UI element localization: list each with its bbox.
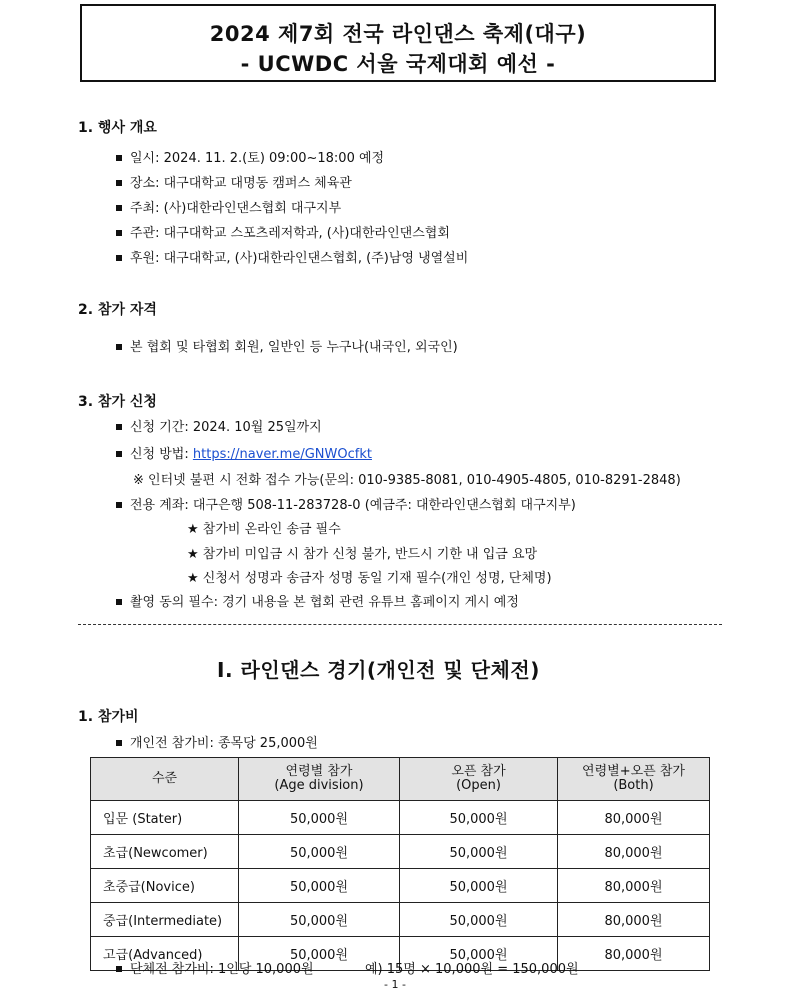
bullet-icon	[116, 740, 122, 746]
bullet-icon	[116, 424, 122, 430]
list-item: 단체전 참가비: 1인당 10,000원	[116, 958, 314, 977]
section-heading-application: 3. 참가 신청	[78, 394, 157, 410]
column-header-level: 수준	[91, 758, 239, 801]
cell-both: 80,000원	[558, 835, 710, 869]
application-link[interactable]: https://naver.me/GNWOcfkt	[192, 447, 372, 462]
list-item: 촬영 동의 필수: 경기 내용을 본 협회 관련 유튜브 홈페이지 게시 예정	[116, 591, 519, 610]
list-item: 주최: (사)대한라인댄스협회 대구지부	[116, 197, 341, 216]
cell-age: 50,000원	[239, 937, 400, 971]
cell-level: 중급(Intermediate)	[91, 903, 239, 937]
cell-level: 고급(Advanced)	[91, 937, 239, 971]
cell-open: 50,000원	[400, 903, 558, 937]
table-header-row	[91, 758, 710, 801]
list-item: 신청 방법: https://naver.me/GNWOcfkt	[116, 443, 372, 462]
star-note: ★ 참가비 온라인 송금 필수	[187, 522, 341, 537]
cell-age: 50,000원	[239, 801, 400, 835]
table-row	[91, 835, 710, 869]
cell-both: 80,000원	[558, 801, 710, 835]
cell-open: 50,000원	[400, 937, 558, 971]
cell-level: 입문 (Stater)	[91, 801, 239, 835]
part-title: Ⅰ. 라인댄스 경기(개인전 및 단체전)	[217, 658, 540, 682]
cell-level: 초급(Newcomer)	[91, 835, 239, 869]
list-item: 신청 기간: 2024. 10월 25일까지	[116, 416, 322, 435]
cell-age: 50,000원	[239, 903, 400, 937]
cell-age: 50,000원	[239, 869, 400, 903]
list-item: 전용 계좌: 대구은행 508-11-283728-0 (예금주: 대한라인댄스협회 대구지부)	[116, 494, 576, 513]
phone-note: ※ 인터넷 불편 시 전화 접수 가능(문의: 010-9385-8081, 010-4905-4805, 010-8291-2848)	[133, 473, 681, 488]
table-row	[91, 801, 710, 835]
cell-open: 50,000원	[400, 869, 558, 903]
team-fee-example: 예) 15명 × 10,000원 = 150,000원	[365, 962, 579, 977]
bullet-icon	[116, 155, 122, 161]
list-item: 주관: 대구대학교 스포츠레저학과, (사)대한라인댄스협회	[116, 222, 450, 241]
page-title: 2024 제7회 전국 라인댄스 축제(대구)	[209, 22, 587, 46]
table-row	[91, 869, 710, 903]
star-note: ★ 참가비 미입금 시 참가 신청 불가, 반드시 기한 내 입금 요망	[187, 547, 538, 562]
table-row	[91, 903, 710, 937]
bullet-icon	[116, 180, 122, 186]
column-header-both: 연령별+오픈 참가 (Both)	[558, 758, 710, 801]
list-item: 장소: 대구대학교 대명동 캠퍼스 체육관	[116, 172, 352, 191]
section-heading-overview: 1. 행사 개요	[78, 120, 157, 136]
page-subtitle: - UCWDC 서울 국제대회 예선 -	[240, 52, 556, 76]
cell-level: 초중급(Novice)	[91, 869, 239, 903]
list-item: 후원: 대구대학교, (사)대한라인댄스협회, (주)남영 냉열설비	[116, 247, 468, 266]
list-item: 일시: 2024. 11. 2.(토) 09:00~18:00 예정	[116, 147, 384, 166]
title-box	[80, 4, 716, 82]
cell-both: 80,000원	[558, 937, 710, 971]
list-item: 개인전 참가비: 종목당 25,000원	[116, 732, 318, 751]
cell-both: 80,000원	[558, 869, 710, 903]
bullet-icon	[116, 599, 122, 605]
page-number: - 1 -	[384, 978, 406, 991]
bullet-icon	[116, 451, 122, 457]
cell-open: 50,000원	[400, 801, 558, 835]
section-heading-fee: 1. 참가비	[78, 709, 139, 725]
section-heading-eligibility: 2. 참가 자격	[78, 302, 157, 318]
bullet-icon	[116, 502, 122, 508]
list-item: 본 협회 및 타협회 회원, 일반인 등 누구나(내국인, 외국인)	[116, 336, 458, 355]
bullet-icon	[116, 344, 122, 350]
column-header-open: 오픈 참가 (Open)	[400, 758, 558, 801]
divider	[78, 624, 722, 625]
cell-open: 50,000원	[400, 835, 558, 869]
bullet-icon	[116, 966, 122, 972]
star-note: ★ 신청서 성명과 송금자 성명 동일 기재 필수(개인 성명, 단체명)	[187, 571, 552, 586]
column-header-age: 연령별 참가 (Age division)	[239, 758, 400, 801]
fee-table	[90, 757, 710, 971]
bullet-icon	[116, 255, 122, 261]
bullet-icon	[116, 205, 122, 211]
cell-age: 50,000원	[239, 835, 400, 869]
bullet-icon	[116, 230, 122, 236]
cell-both: 80,000원	[558, 903, 710, 937]
